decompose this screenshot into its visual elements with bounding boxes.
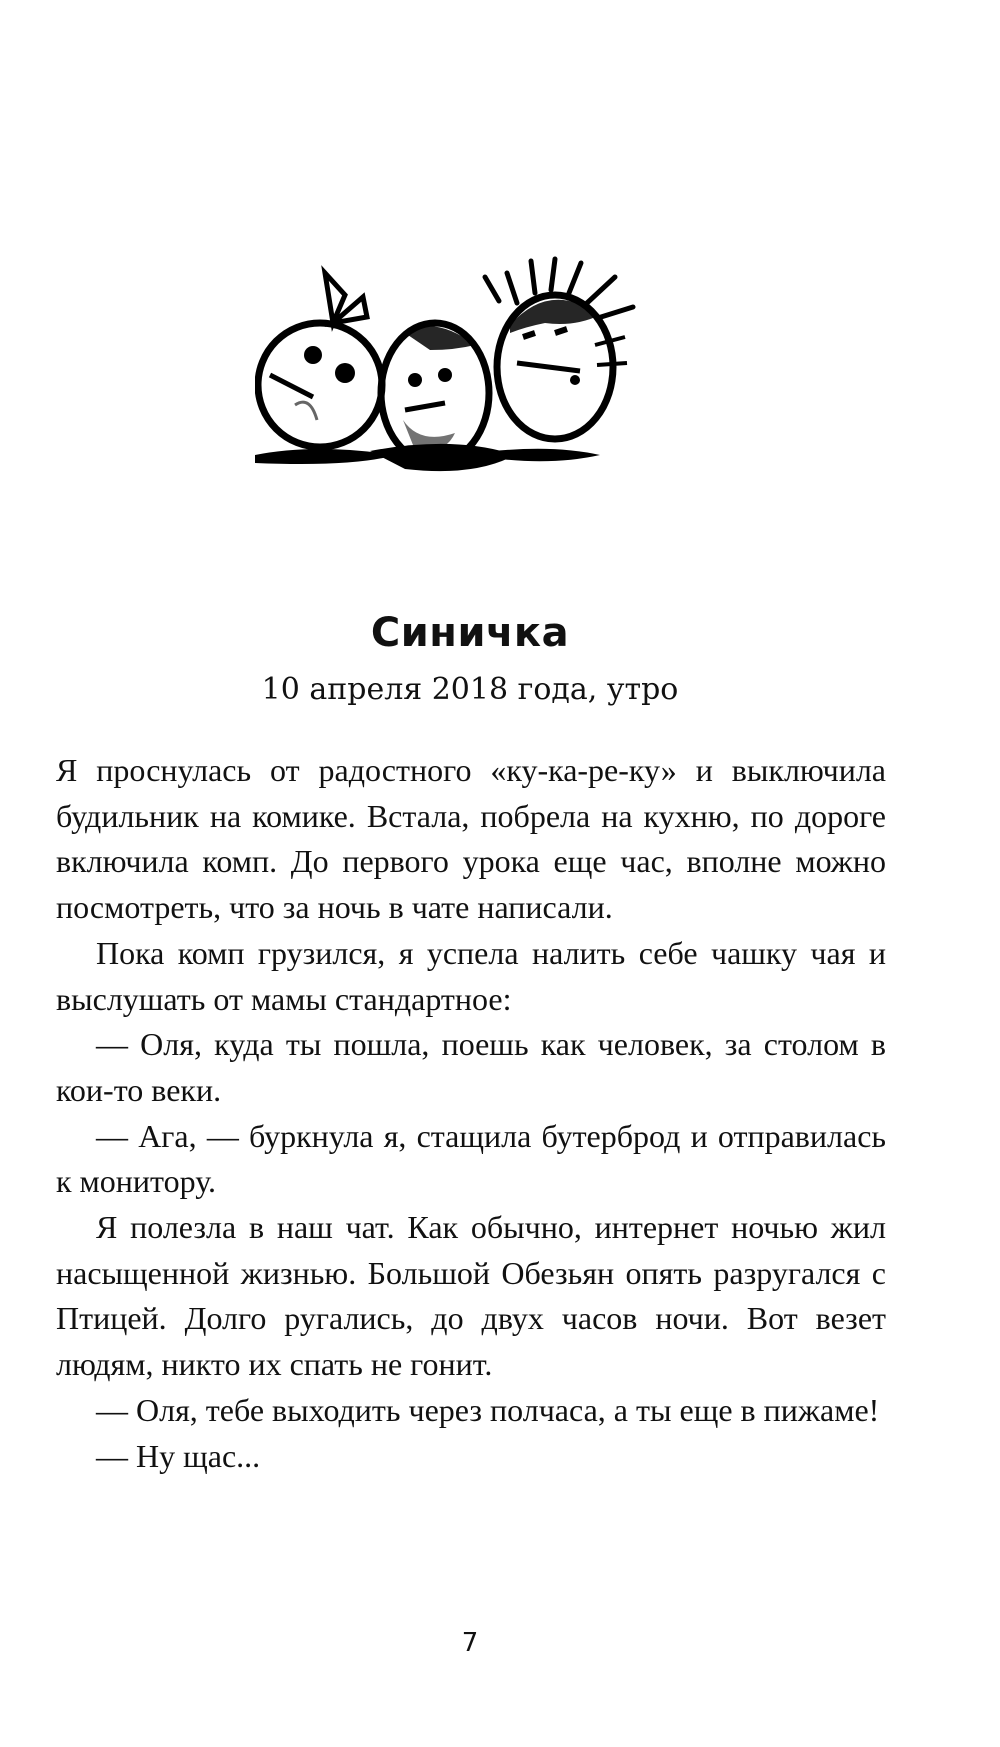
dialogue-line: — Оля, куда ты пошла, поешь как человек, за столом в кои-то веки. bbox=[56, 1026, 886, 1108]
bald-face-icon bbox=[381, 323, 489, 463]
three-faces-doodle-icon bbox=[255, 255, 655, 530]
paragraph: Я полезла в наш чат. Как обычно, интернет ночью жил насыщенной жизнью. Большой Обезьян опять разругался с Птицей. Долго ругались, до двух часов ночи. Вот везет людям, никто их спать не гонит. bbox=[56, 1209, 886, 1383]
paragraph: Я проснулась от радостного «ку-ка-ре-ку» и выключила будильник на комике. Встала, побрела на кухню, по дороге включила комп. До первого урока еще час, вполне можно посмотреть, что за ночь в чате написали. bbox=[56, 752, 886, 926]
spiky-hair-face-icon bbox=[485, 259, 633, 439]
paragraph: Пока комп грузился, я успела налить себе чашку чая и выслушать от мамы стандартное: bbox=[56, 934, 886, 1017]
bow-icon bbox=[325, 273, 367, 323]
chapter-subtitle: 10 апреля 2018 года, утро bbox=[261, 672, 679, 707]
dialogue-line: — Ага, — буркнула я, стащила бутерброд и отправилась к монитору. bbox=[56, 1117, 886, 1200]
chapter-body bbox=[56, 748, 886, 1479]
dialogue-line: — Оля, тебе выходить через полчаса, а ты еще в пижаме! bbox=[96, 1391, 880, 1428]
dialogue-line: — Ну щас... bbox=[96, 1437, 261, 1474]
chapter-title: Синичка bbox=[370, 610, 570, 656]
page-number: 7 bbox=[461, 1628, 479, 1658]
girl-face-icon bbox=[258, 323, 382, 447]
